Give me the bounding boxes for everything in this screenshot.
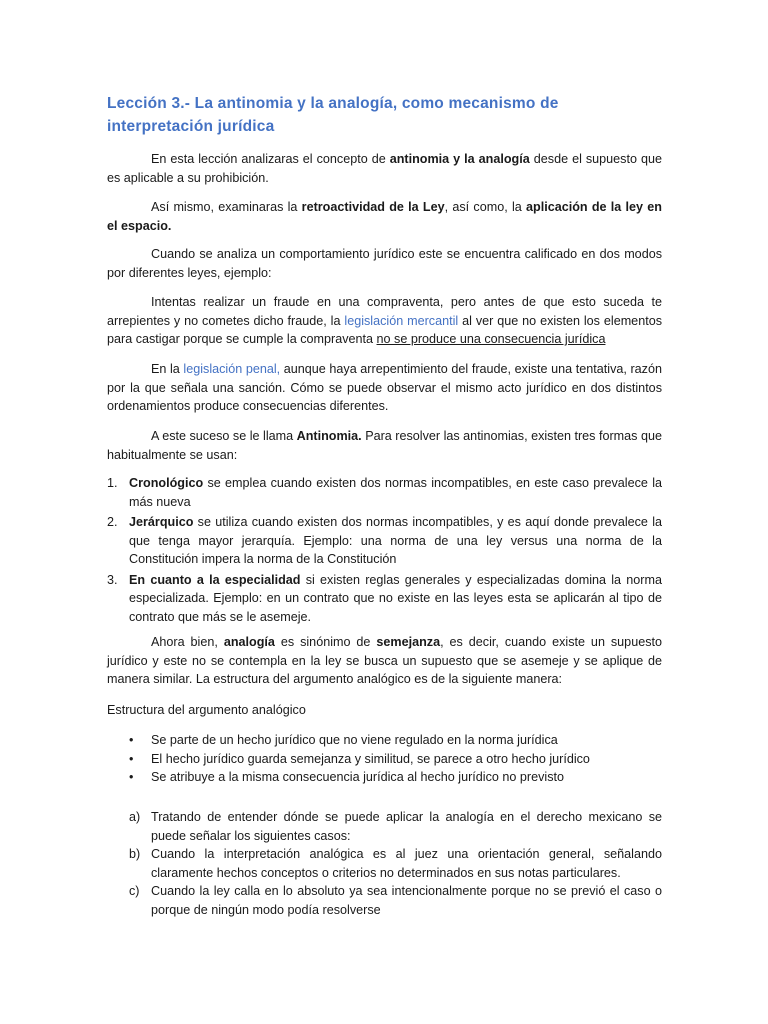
p4-underlined: no se produce una consecuencia jurídica: [376, 332, 606, 346]
bullet-icon: •: [129, 733, 134, 747]
paragraph-comportamiento: [107, 245, 662, 282]
p7-bold-d: semejanza: [376, 635, 441, 649]
p5-text-b: aunque haya arrepentimiento del fraude, existe una tentativa, razón por la que señala una sanción. Cómo se puede observar el mismo acto jurídico en dos distintos ordenamientos produce consecuencias diferentes.: [107, 362, 662, 413]
link-legislacion-penal[interactable]: legislación penal,: [183, 362, 281, 376]
alpha-list-cases: [129, 808, 662, 919]
list-item-term: Jerárquico: [129, 515, 194, 529]
paragraph-antinomia: [107, 427, 662, 464]
list-item: [107, 571, 662, 627]
list-marker: b): [129, 847, 141, 861]
p3-text: Cuando se analiza un comportamiento jurídico este se encuentra calificado en dos modos por diferentes leyes, ejemplo:: [107, 247, 662, 280]
p2-text-a: Así mismo, examinaras la: [151, 200, 302, 214]
p4-text-b: al ver que no existen los elementos para castigar porque se cumple la compraventa: [107, 313, 662, 346]
p2-bold-b: retroactividad de la Ley: [301, 200, 445, 214]
list-item-text: Se parte de un hecho jurídico que no viene regulado en la norma jurídica: [151, 733, 558, 747]
list-marker: 3.: [107, 572, 118, 587]
bullet-icon: •: [129, 770, 134, 784]
p2-bold-d: aplicación de la ley en el espacio.: [107, 200, 662, 233]
list-marker: c): [129, 884, 140, 898]
paragraph-intro: [107, 150, 662, 187]
paragraph-fraude: [107, 293, 662, 349]
list-item: [129, 750, 662, 769]
list-item-text: Cuando la ley calla en lo absoluto ya sea intencionalmente porque no se previó el caso o porque de ningún modo podía resolverse: [151, 884, 662, 917]
p5-text-a: En la: [151, 362, 184, 376]
p6-bold: Antinomia.: [296, 429, 362, 443]
list-item-text: Se atribuye a la misma consecuencia jurídica al hecho jurídico no previsto: [151, 770, 565, 784]
bullet-icon: •: [129, 751, 134, 766]
p7-text-a: Ahora bien,: [151, 635, 224, 649]
paragraph-penal: [107, 360, 662, 416]
list-item-text: si existen reglas generales y especializadas domina la norma especializada. Ejemplo: en un contrato que no existe en las leyes esta se aplicarán al tipo de contrato que más se le asemeje.: [129, 572, 662, 624]
list-item: [107, 474, 662, 511]
list-marker: 1.: [107, 476, 118, 490]
structure-heading: Estructura del argumento analógico: [107, 703, 306, 717]
list-item: [129, 768, 662, 787]
p7-text-e: , es decir, cuando existe un supuesto jurídico y este no se contempla en la ley se busca un supuesto que se asemeje y se aplique de manera similar. La estructura del argumento analógico es de la siguiente manera:: [107, 635, 662, 686]
list-item-text: Cuando la interpretación analógica es al juez una orientación general, señalando claramente hechos conceptos o criterios no determinados en sus notas particulares.: [151, 847, 662, 880]
p1-text-a: En esta lección analizaras el concepto de: [151, 152, 390, 166]
p6-text-c: Para resolver las antinomias, existen tres formas que habitualmente se usan:: [107, 429, 662, 462]
paragraph-analogia: [107, 633, 662, 689]
list-item-text: Tratando de entender dónde se puede aplicar la analogía en el derecho mexicano se puede señalar los siguientes casos:: [151, 810, 662, 843]
list-marker: 2.: [107, 515, 118, 529]
list-item-text: se utiliza cuando existen dos normas incompatibles, y es aquí donde prevalece la que tenga mayor jerarquía. Ejemplo: una norma de una ley versus una norma de la Constitución impera la norma de la Constitución: [129, 515, 662, 566]
p6-text-a: A este suceso se le llama: [151, 429, 297, 443]
list-item: [129, 808, 662, 845]
numbered-list-antinomia: [107, 474, 662, 628]
link-legislacion-mercantil[interactable]: legislación mercantil: [344, 313, 459, 328]
bullet-list-structure: [129, 731, 662, 787]
list-item: [107, 513, 662, 569]
list-item: [129, 882, 662, 919]
list-item: [129, 731, 662, 750]
list-item-text: El hecho jurídico guarda semejanza y similitud, se parece a otro hecho jurídico: [151, 751, 590, 766]
list-item-term: Cronológico: [129, 476, 204, 490]
p4-text-a: Intentas realizar un fraude en una compraventa, pero antes de que esto suceda te arrepientes y no cometes dicho fraude, la: [107, 295, 662, 328]
p7-text-c: es sinónimo de: [274, 635, 377, 649]
paragraph-retroactividad: [107, 198, 662, 235]
p1-text-c: desde el supuesto que es aplicable a su prohibición.: [107, 152, 662, 185]
list-marker: a): [129, 810, 141, 824]
lesson-title: Lección 3.- La antinomia y la analogía, como mecanismo de interpretación jurídica: [107, 95, 559, 135]
p2-text-c: , así como, la: [444, 200, 526, 214]
p1-bold: antinomia y la analogía: [389, 152, 530, 166]
list-item-text: se emplea cuando existen dos normas incompatibles, en este caso prevalece la más nueva: [129, 476, 662, 509]
p7-bold-b: analogía: [223, 635, 275, 649]
list-item: [129, 845, 662, 882]
list-item-term: En cuanto a la especialidad: [129, 572, 301, 587]
